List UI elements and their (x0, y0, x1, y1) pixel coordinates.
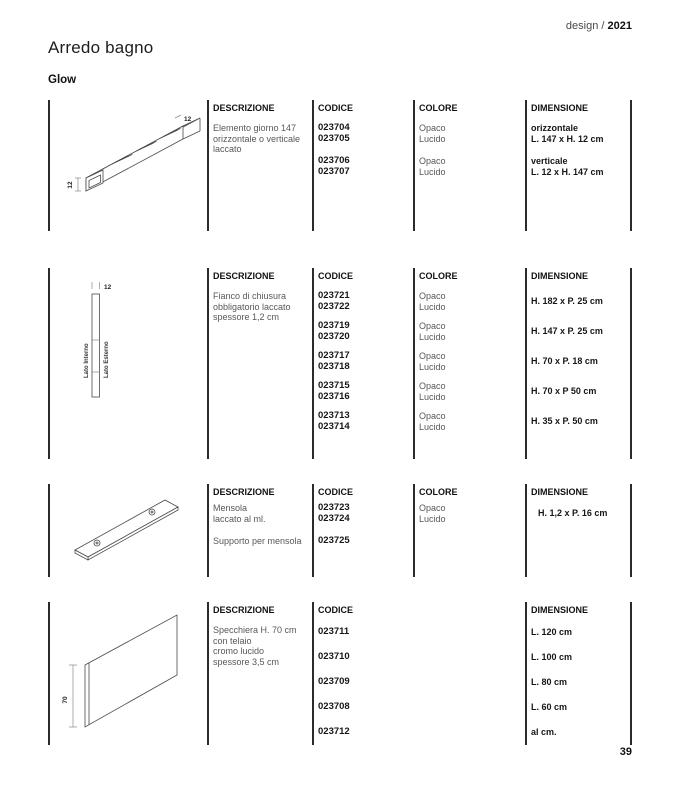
color-value: Opaco (419, 291, 446, 301)
color-value: Opaco (419, 381, 446, 391)
dimension-group (531, 296, 603, 307)
divider (207, 100, 209, 231)
codes-group (318, 411, 350, 432)
description (213, 625, 297, 667)
brand-line (566, 20, 632, 32)
code-value: 023723 (318, 502, 350, 513)
divider (48, 100, 50, 231)
column-header-dimensione: DIMENSIONE (531, 271, 589, 281)
dimension-row (531, 702, 567, 713)
code-value: 023719 (318, 320, 350, 331)
dimension-group (531, 356, 598, 367)
shelf-support (149, 509, 155, 515)
dimension-value: L. 80 cm (531, 677, 568, 687)
section-elemento-giorno (48, 100, 632, 231)
description-line: Fianco di chiusura (213, 291, 287, 301)
divider (48, 484, 50, 577)
dimension-group (538, 508, 607, 519)
dimension-value: al cm. (531, 727, 557, 737)
section-specchiera (48, 602, 632, 745)
description-line: orizzontale o verticale (213, 133, 301, 144)
description-line: obbligatorio laccato (213, 301, 291, 312)
divider (525, 100, 527, 231)
dimension-value: L. 120 cm (531, 627, 573, 637)
dimension-label-height: 70 (62, 696, 69, 704)
dimension-value: H. 70 x P. 18 cm (531, 356, 598, 366)
description-line: spessore 1,2 cm (213, 312, 280, 322)
codes-group (318, 123, 350, 144)
divider (413, 268, 415, 459)
dimension-group (531, 326, 603, 337)
code-value: 023716 (318, 390, 350, 402)
color-value: Opaco (419, 503, 446, 513)
description-line: cromo lucido (213, 646, 265, 656)
color-value: Lucido (419, 331, 446, 342)
shelf-top-face (75, 500, 178, 557)
codes-group (318, 156, 350, 177)
color-value: Lucido (419, 513, 446, 524)
code-value: 023706 (318, 155, 350, 166)
code-row (318, 727, 350, 738)
color-value: Lucido (419, 391, 446, 402)
divider (630, 484, 632, 577)
dimension-value: L. 147 x H. 12 cm (531, 133, 604, 144)
divider (48, 602, 50, 745)
description (213, 291, 291, 323)
codes-group (318, 381, 350, 402)
color-value: Opaco (419, 123, 446, 133)
description-line: Elemento giorno 147 (213, 123, 297, 133)
codes-group (318, 536, 350, 547)
dimension-row (531, 627, 572, 638)
code-value: 023707 (318, 165, 350, 177)
code-value: 023711 (318, 626, 350, 637)
description-line: con telaio (213, 635, 252, 646)
divider (312, 602, 314, 745)
colors-group (419, 291, 446, 312)
dimension-value: H. 35 x P. 50 cm (531, 416, 598, 426)
colors-group (419, 156, 446, 177)
color-value: Opaco (419, 411, 446, 421)
shelf-support (94, 540, 100, 546)
code-row (318, 702, 350, 713)
dimension-row (531, 652, 572, 663)
divider (207, 268, 209, 459)
code-row (318, 652, 350, 663)
dimension-label-height: 12 (67, 181, 74, 189)
column-header-descrizione: DESCRIZIONE (213, 487, 275, 497)
section-fianco-di-chiusura (48, 268, 632, 459)
codes-group (318, 291, 350, 312)
panel-label-outer: Lato Esterno (104, 341, 110, 378)
panel-label-inner: Lato Interno (84, 343, 90, 378)
codes-group (318, 503, 350, 524)
divider (312, 484, 314, 577)
column-header-colore: COLORE (419, 487, 458, 497)
code-value: 023718 (318, 360, 350, 372)
codes-group (318, 321, 350, 342)
divider (525, 484, 527, 577)
divider (413, 100, 415, 231)
divider (207, 484, 209, 577)
dimension-value: L. 12 x H. 147 cm (531, 166, 604, 177)
description-line: Supporto per mensola (213, 536, 302, 546)
dimension-value: L. 100 cm (531, 652, 573, 662)
color-value: Lucido (419, 133, 446, 144)
code-value: 023724 (318, 512, 350, 524)
collection-title: Glow (48, 74, 77, 86)
column-header-codice: CODICE (318, 605, 354, 615)
color-value: Lucido (419, 166, 446, 177)
dimension-value: H. 70 x P 50 cm (531, 386, 597, 396)
colors-group (419, 411, 446, 432)
code-value: 023714 (318, 420, 350, 432)
column-header-descrizione: DESCRIZIONE (213, 271, 275, 281)
code-value: 023712 (318, 726, 350, 737)
colors-group (419, 123, 446, 144)
code-row (318, 627, 349, 638)
code-value: 023720 (318, 330, 350, 342)
color-value: Opaco (419, 351, 446, 361)
column-header-dimensione: DIMENSIONE (531, 103, 589, 113)
divider (312, 268, 314, 459)
elemento-giorno-drawing (55, 103, 205, 208)
dimension-group (531, 416, 598, 427)
divider (413, 484, 415, 577)
divider (525, 268, 527, 459)
divider (48, 268, 50, 459)
description (213, 503, 266, 524)
codes-group (318, 351, 350, 372)
divider (525, 602, 527, 745)
dimension-value: L. 60 cm (531, 702, 568, 712)
column-header-codice: CODICE (318, 103, 354, 113)
dimension-group (531, 156, 604, 177)
divider (630, 268, 632, 459)
column-header-codice: CODICE (318, 271, 354, 281)
dimension-value: H. 1,2 x P. 16 cm (538, 508, 608, 518)
dimension-value: H. 147 x P. 25 cm (531, 326, 603, 336)
description-line: spessore 3,5 cm (213, 656, 280, 667)
code-value: 023704 (318, 122, 350, 133)
code-value: 023722 (318, 300, 350, 312)
dimension-orientation: orizzontale (531, 123, 579, 133)
divider (312, 100, 314, 231)
code-value: 023709 (318, 676, 350, 687)
dim-tick (175, 115, 181, 118)
color-value: Opaco (419, 156, 446, 166)
colors-group (419, 503, 446, 524)
column-header-descrizione: DESCRIZIONE (213, 605, 275, 615)
code-value: 023710 (318, 651, 350, 662)
description-secondary (213, 536, 302, 547)
column-header-descrizione: DESCRIZIONE (213, 103, 275, 113)
dimension-group (531, 386, 596, 397)
divider (630, 602, 632, 745)
bar-far-edge (183, 131, 200, 139)
dimension-group (531, 123, 604, 144)
specchiera-drawing (58, 606, 193, 736)
description-line: Specchiera H. 70 cm (213, 625, 297, 635)
description-line: Mensola (213, 503, 248, 513)
column-header-colore: COLORE (419, 271, 458, 281)
mirror-shape (85, 615, 177, 727)
description (213, 123, 300, 155)
description-line: laccato al ml. (213, 513, 266, 524)
page-title: Arredo bagno (48, 38, 154, 57)
color-value: Opaco (419, 321, 446, 331)
code-value: 023717 (318, 350, 350, 361)
dimension-row (531, 727, 557, 738)
panel-shape (92, 294, 100, 397)
code-row (318, 677, 350, 688)
code-value: 023721 (318, 290, 350, 301)
dimension-value: H. 182 x P. 25 cm (531, 296, 603, 306)
code-value: 023705 (318, 132, 350, 144)
column-header-colore: COLORE (419, 103, 458, 113)
color-value: Lucido (419, 421, 446, 432)
colors-group (419, 321, 446, 342)
dimension-orientation: verticale (531, 156, 568, 166)
column-header-dimensione: DIMENSIONE (531, 605, 589, 615)
code-value: 023708 (318, 701, 350, 712)
column-header-dimensione: DIMENSIONE (531, 487, 589, 497)
dimension-label-top: 12 (104, 284, 112, 291)
brand-prefix: design / (565, 20, 608, 32)
code-value: 023713 (318, 410, 350, 421)
code-value: 023715 (318, 380, 350, 391)
dimension-row (531, 677, 567, 688)
section-mensola (48, 484, 632, 577)
page-number: 39 (619, 746, 632, 758)
description-line: laccato (213, 144, 242, 154)
shelf-front-edge (88, 507, 178, 560)
colors-group (419, 351, 446, 372)
dimension-label-width: 12 (184, 116, 192, 123)
colors-group (419, 381, 446, 402)
brand-year: 2021 (607, 20, 632, 32)
color-value: Lucido (419, 301, 446, 312)
mensola-drawing (58, 488, 203, 573)
column-header-codice: CODICE (318, 487, 354, 497)
divider (630, 100, 632, 231)
divider (207, 602, 209, 745)
code-value: 023725 (318, 535, 350, 546)
fianco-drawing (60, 272, 180, 412)
color-value: Lucido (419, 361, 446, 372)
